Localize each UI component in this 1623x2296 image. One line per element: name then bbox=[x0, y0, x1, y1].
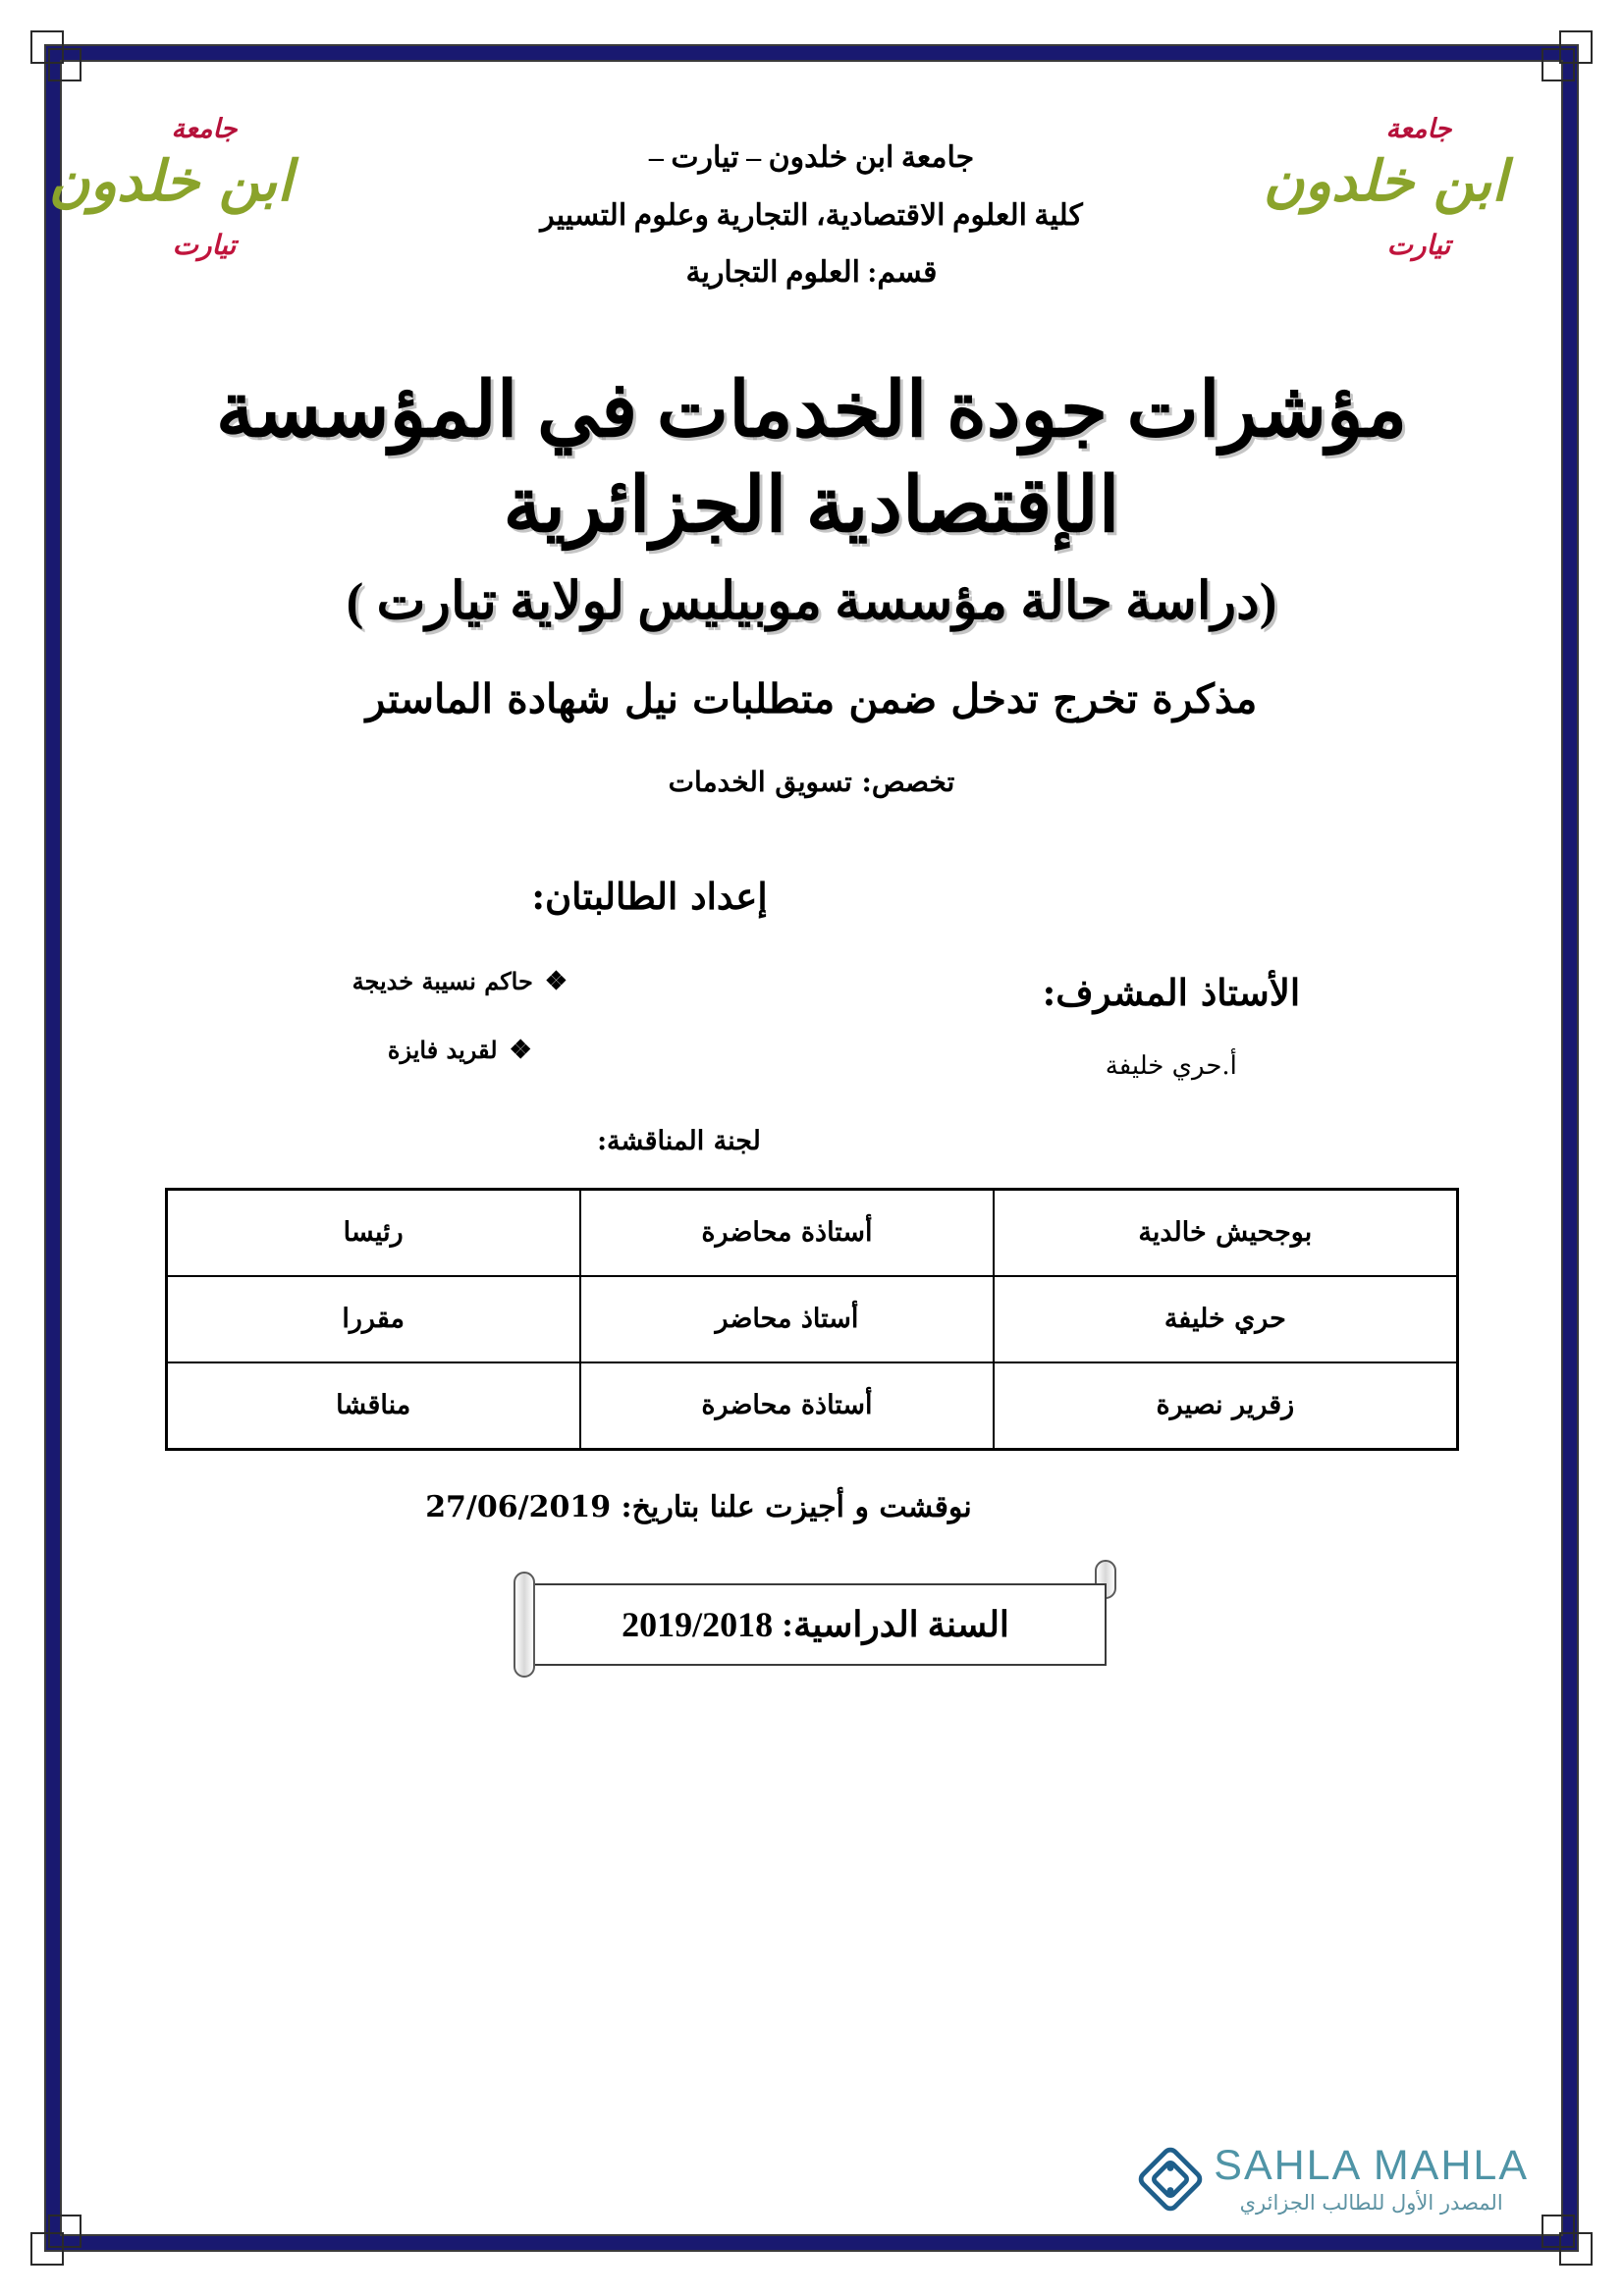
table-row bbox=[166, 1189, 1457, 1276]
scroll-roll-left bbox=[514, 1572, 535, 1678]
jury-member-name: حري خليفة bbox=[994, 1276, 1457, 1362]
logo-left-mid-word: ابن خلدون bbox=[1263, 148, 1507, 214]
thesis-main-title: مؤشرات جودة الخدمات في المؤسسة الإقتصادية الجزائرية bbox=[215, 367, 1408, 548]
jury-member-rank: أستاذة محاضرة bbox=[580, 1362, 994, 1450]
jury-member-role: مقررا bbox=[166, 1276, 580, 1362]
jury-committee-label: لجنة المناقشة: bbox=[597, 1125, 761, 1156]
faculty-name-line: كلية العلوم الاقتصادية، التجارية وعلوم التسيير bbox=[540, 198, 1083, 232]
defense-date-line: نوقشت و أجيزت علنا بتاريخ: 27/06/2019 bbox=[425, 1489, 972, 1524]
jury-member-role: مناقشا bbox=[166, 1362, 580, 1450]
author-name: لقريد فايزة bbox=[387, 1035, 498, 1064]
title-block bbox=[120, 363, 1503, 636]
authors-column bbox=[120, 966, 839, 1106]
author-list-item bbox=[120, 966, 800, 996]
watermark-brand-name: SAHLA MAHLA bbox=[1214, 2142, 1529, 2189]
watermark-tagline: المصدر الأول للطالب الجزائري bbox=[1239, 2191, 1503, 2215]
university-logo-left bbox=[1263, 106, 1507, 302]
corner-knot-bottom-right bbox=[1542, 2215, 1593, 2266]
people-section bbox=[120, 875, 1503, 1106]
corner-knot-top-right bbox=[1542, 30, 1593, 81]
academic-year-wrapper bbox=[120, 1572, 1503, 1678]
cover-content bbox=[48, 79, 1544, 2217]
jury-member-role: رئيسا bbox=[166, 1189, 580, 1276]
university-name-line: جامعة ابن خلدون – تيارت – bbox=[648, 141, 975, 174]
diamond-bullet-icon: ❖ bbox=[509, 1035, 532, 1065]
supervisor-name: أ.حري خليفة bbox=[1105, 1050, 1237, 1081]
jury-committee-table bbox=[165, 1188, 1459, 1451]
scroll-body bbox=[525, 1583, 1107, 1666]
header-row bbox=[48, 106, 1507, 314]
jury-member-rank: أستاذة محاضرة bbox=[580, 1189, 994, 1276]
people-columns bbox=[120, 966, 1503, 1106]
author-name: حاكم نسيبة خديجة bbox=[352, 966, 533, 995]
table-row bbox=[166, 1362, 1457, 1450]
supervisor-column bbox=[839, 969, 1503, 1106]
thesis-case-study-subtitle: (دراسة حالة مؤسسة موبيليس لولاية تيارت ) bbox=[346, 573, 1277, 631]
department-name-line: قسم: العلوم التجارية bbox=[685, 256, 938, 289]
logo-left-top-word: جامعة bbox=[1385, 114, 1452, 144]
header-text-block bbox=[289, 106, 1334, 302]
academic-year-text: السنة الدراسية: 2019/2018 bbox=[622, 1604, 1009, 1644]
logo-right-top-word: جامعة bbox=[171, 114, 238, 144]
table-row bbox=[166, 1276, 1457, 1362]
academic-year-scroll-banner bbox=[508, 1572, 1116, 1678]
author-list-item bbox=[120, 1035, 800, 1065]
diamond-bullet-icon: ❖ bbox=[544, 966, 568, 996]
jury-member-name: زقرير نصيرة bbox=[994, 1362, 1457, 1450]
degree-statement: مذكرة تخرج تدخل ضمن متطلبات نيل شهادة الماستر bbox=[365, 675, 1258, 723]
logo-right-mid-word: ابن خلدون bbox=[48, 148, 293, 214]
university-logo-right bbox=[48, 106, 293, 302]
corner-knot-top-left bbox=[30, 30, 81, 81]
jury-member-name: بوجحيش خالدية bbox=[994, 1189, 1457, 1276]
jury-member-rank: أستاذ محاضر bbox=[580, 1276, 994, 1362]
corner-knot-bottom-left bbox=[30, 2215, 81, 2266]
prepared-by-label: إعداد الطالبتان: bbox=[531, 874, 768, 918]
supervisor-label: الأستاذ المشرف: bbox=[1042, 970, 1301, 1014]
logo-left-bottom-word: تيارت bbox=[1386, 229, 1451, 261]
logo-right-bottom-word: تيارت bbox=[172, 229, 237, 261]
specialty-line: تخصص: تسويق الخدمات bbox=[668, 765, 955, 798]
